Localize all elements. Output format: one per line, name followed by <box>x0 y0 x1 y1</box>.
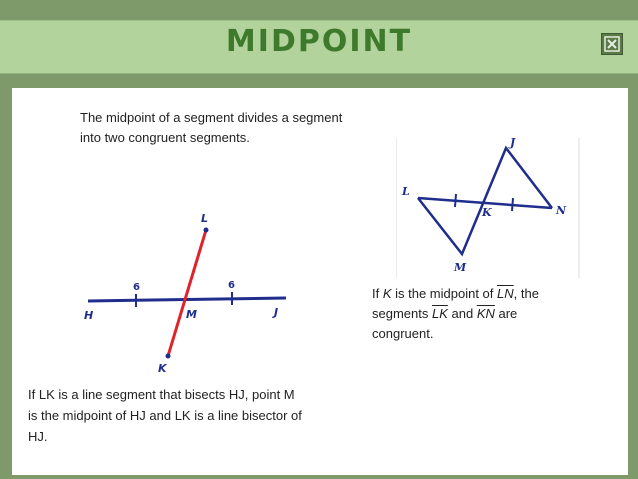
point-l-left <box>204 228 209 233</box>
label-h: H <box>84 309 94 322</box>
label-m-left: M <box>186 308 197 321</box>
caption-var-k: K <box>382 286 392 301</box>
label-l-right: L <box>402 185 410 198</box>
close-button[interactable] <box>601 33 623 55</box>
caption-text: is the midpoint of <box>391 286 498 301</box>
caption-text: segments <box>372 306 432 321</box>
caption-segment-kn: $\overline{KN}$ <box>476 306 495 321</box>
segment-lm-mj <box>418 148 552 254</box>
caption-text: If <box>372 286 383 301</box>
label-m-right: M <box>454 261 467 274</box>
bisector-figure <box>80 206 300 376</box>
caption-segment-lk: $\overline{LK}$ <box>431 306 448 321</box>
caption-text: and <box>447 306 477 321</box>
label-j-right: J <box>510 138 516 149</box>
segment-lk <box>168 230 206 356</box>
label-j-left: J <box>274 306 279 319</box>
label-k-left: K <box>158 362 167 375</box>
line-hj <box>88 298 286 301</box>
measure-right: 6 <box>228 280 235 291</box>
caption-segment-ln: $\overline{LN}$ <box>497 286 514 301</box>
caption-text: are <box>494 306 518 321</box>
label-n: N <box>556 204 567 217</box>
bisector-caption-line-3: HJ. <box>28 429 48 444</box>
bisector-caption <box>28 384 348 447</box>
slide-title: MIDPOINT <box>225 24 413 59</box>
tick-lk <box>455 194 456 207</box>
intro-line-1: The midpoint of a segment divides a segment <box>80 110 343 125</box>
midpoint-figure <box>396 138 580 278</box>
midpoint-caption <box>372 284 592 344</box>
label-k-right: K <box>482 206 492 219</box>
caption-text: , the <box>513 286 539 301</box>
label-l-left: L <box>201 212 209 225</box>
slide-content <box>12 88 628 475</box>
bisector-caption-line-2: is the midpoint of HJ and LK is a line bisector of <box>28 408 302 423</box>
close-icon <box>602 34 622 54</box>
intro-text <box>80 108 390 148</box>
midpoint-caption-line-1 <box>372 284 592 304</box>
bisector-caption-line-1: If LK is a line segment that bisects HJ, point M <box>28 387 295 402</box>
intro-line-2: into two congruent segments. <box>80 130 250 145</box>
midpoint-caption-line-3: congruent. <box>372 326 434 341</box>
measure-left: 6 <box>133 282 140 293</box>
point-k-left <box>166 354 171 359</box>
midpoint-caption-line-2 <box>372 304 592 324</box>
tick-kn <box>512 198 513 211</box>
